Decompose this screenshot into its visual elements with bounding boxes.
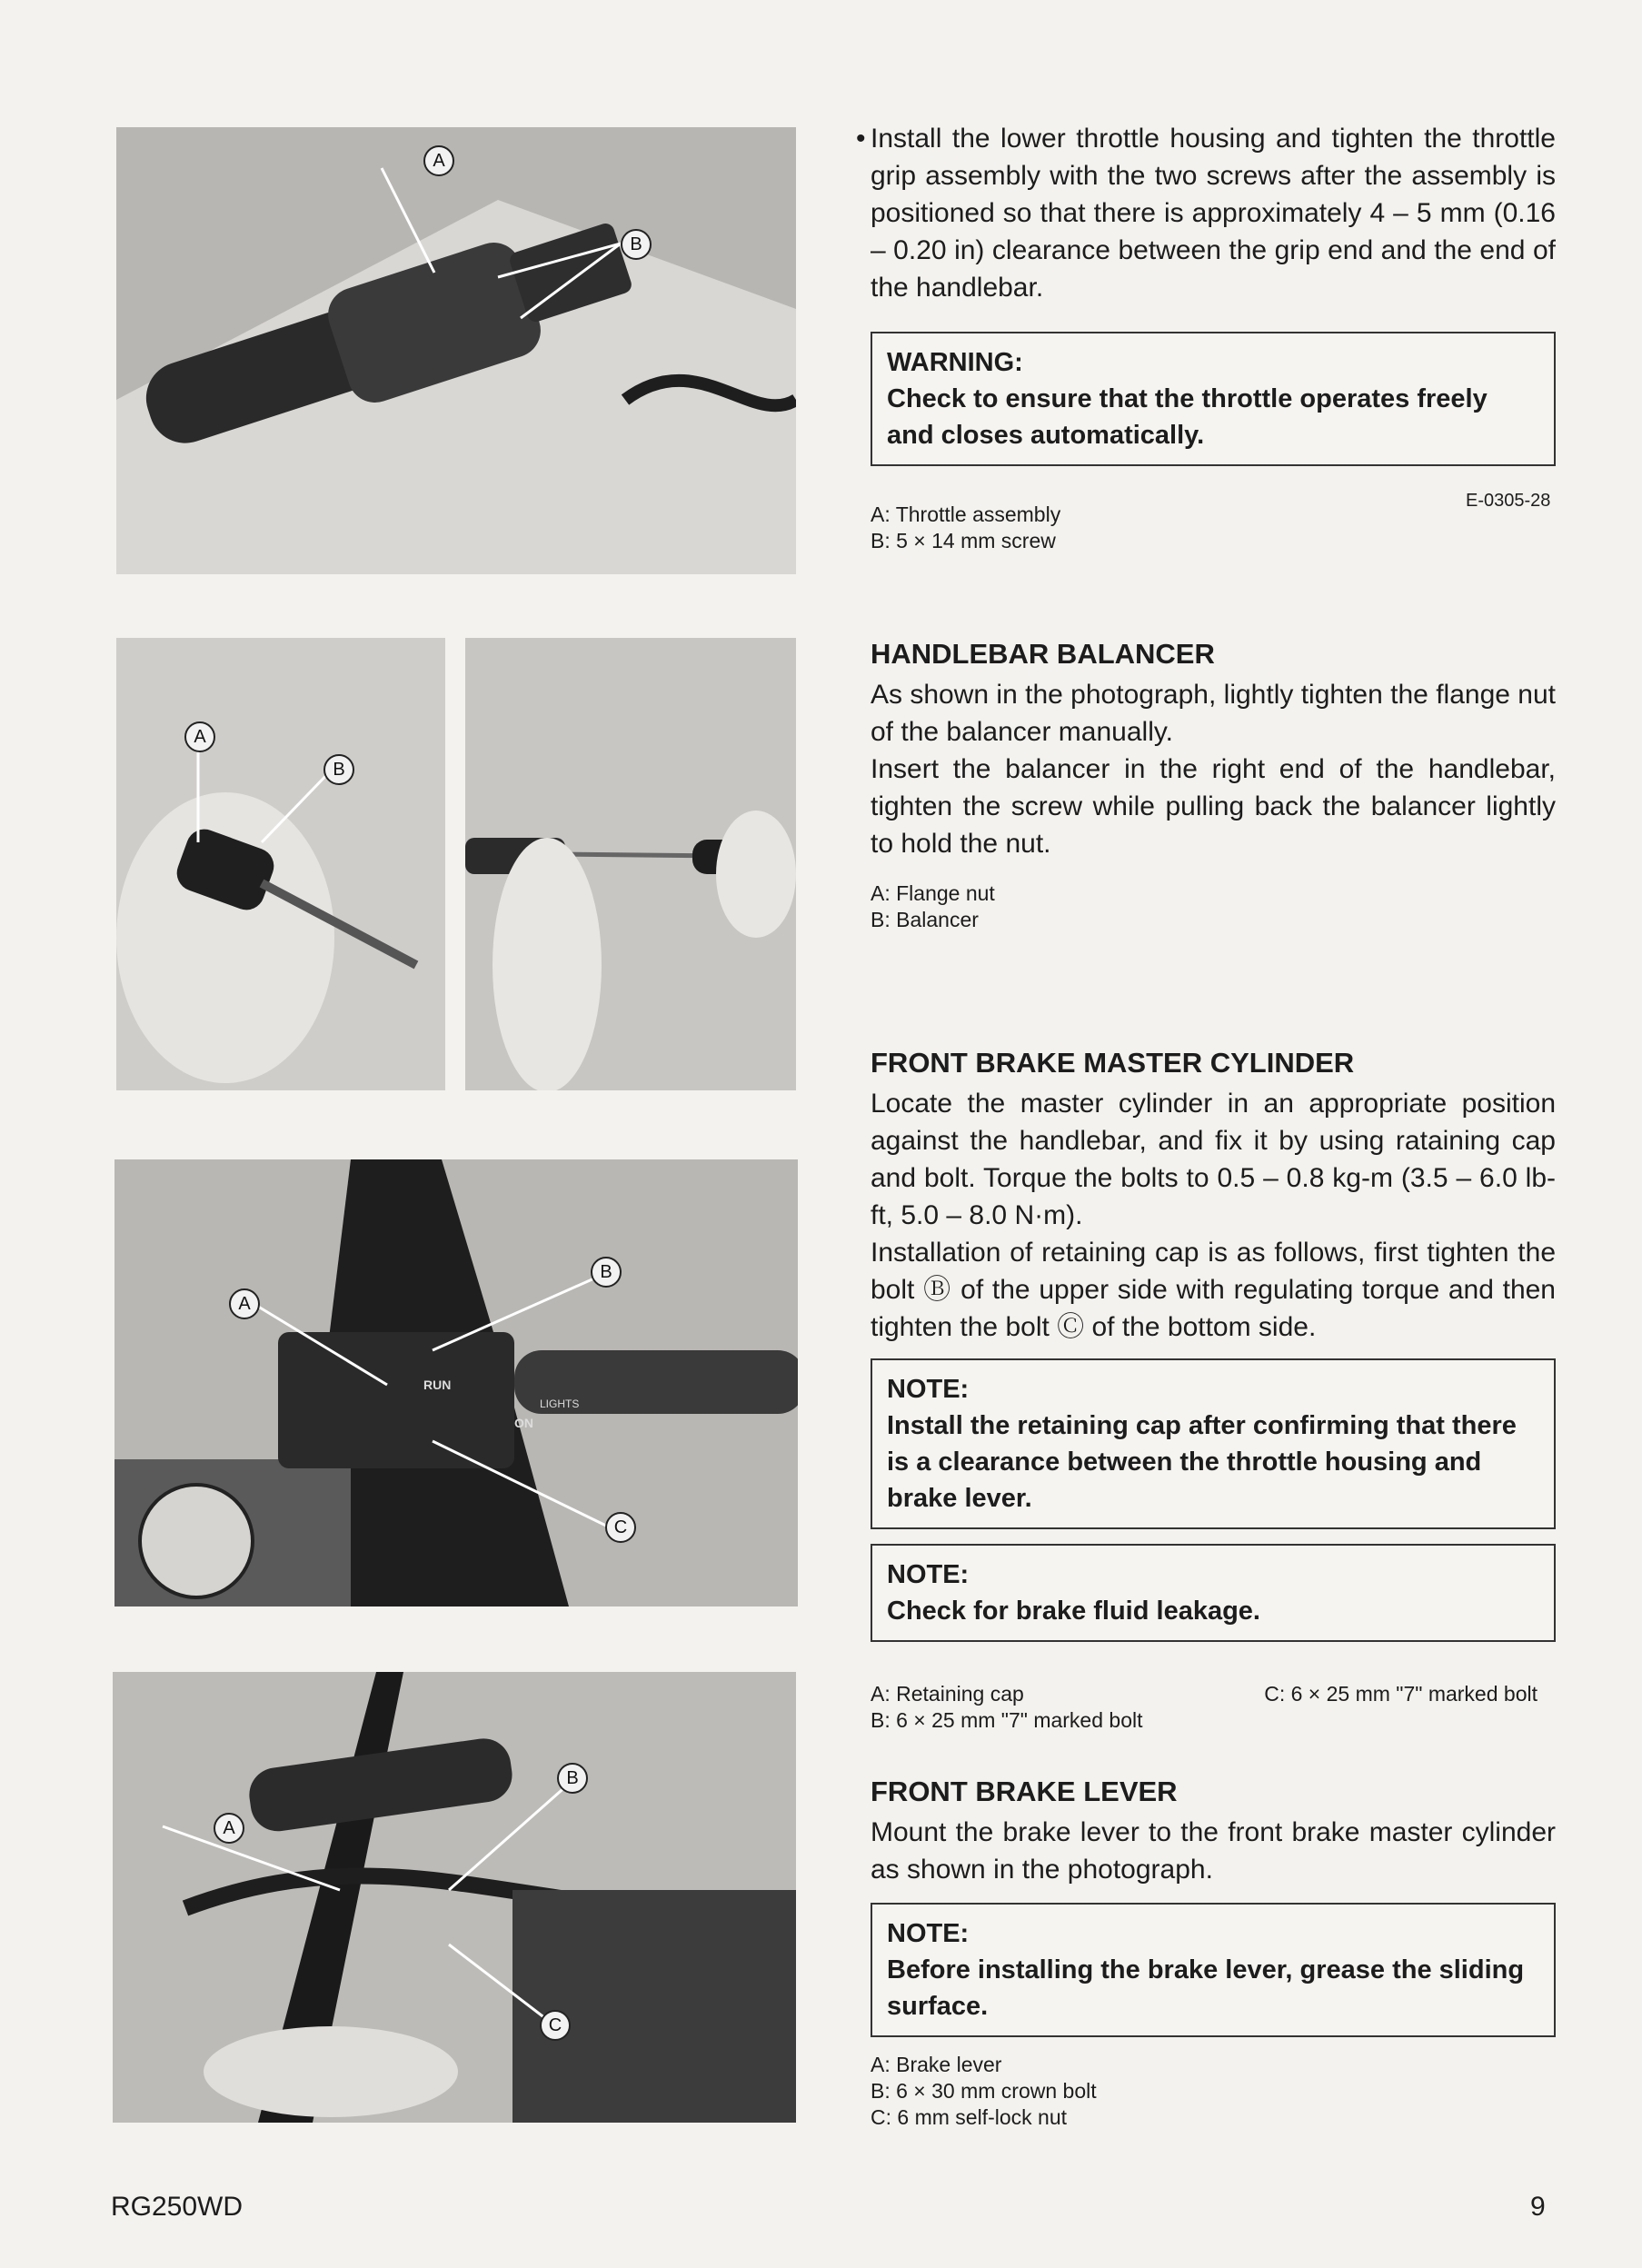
legend-item-c: C: 6 mm self-lock nut — [871, 2105, 1067, 2129]
balancer-text-1: As shown in the photograph, lightly tighten the flange nut of the balancer manually. — [871, 680, 1556, 747]
callout-b: B — [557, 1763, 588, 1794]
legend-item-a: A: Brake lever — [871, 2053, 1002, 2076]
legend-item-b: B: 6 × 30 mm crown bolt — [871, 2079, 1097, 2103]
legend-item-a: A: Retaining cap — [871, 1682, 1024, 1706]
photo-brake-lever-drawing — [113, 1672, 796, 2123]
legend-master-cylinder — [871, 1681, 1556, 1734]
section-handlebar-balancer — [871, 636, 1556, 933]
note-title: NOTE: — [887, 1919, 970, 1948]
photo-balancer-insertion — [465, 638, 796, 1090]
balancer-text-2: Insert the balancer in the right end of the handlebar, tighten the screw while pulling back the balancer lightly to hold the nut. — [871, 754, 1556, 859]
note-text: Before installing the brake lever, grease the sliding surface. — [887, 1955, 1525, 2021]
callout-b: B — [591, 1257, 622, 1288]
photo-balancer-flange-nut — [116, 638, 445, 1090]
master-cylinder-text-2: Installation of retaining cap is as follows, first tighten the bolt Ⓑ of the upper side with regulating torque and then tighten the bolt Ⓒ of the bottom side. — [871, 1238, 1556, 1342]
heading-master-cylinder: FRONT BRAKE MASTER CYLINDER — [871, 1047, 1355, 1079]
note-box-retaining-cap — [871, 1358, 1556, 1529]
note-text: Check for brake fluid leakage. — [887, 1597, 1260, 1626]
footer-model: RG250WD — [111, 2192, 244, 2222]
legend-item-c: C: 6 × 25 mm "7" marked bolt — [1264, 1682, 1538, 1706]
switch-label-run: RUN — [423, 1378, 452, 1392]
switch-label-on: ON — [514, 1416, 533, 1430]
throttle-install-text: Install the lower throttle housing and tighten the throttle grip assembly with the two screws after the assembly is positioned so that there is approximately 4 – 5 mm (0.16 – 0.20 in) clearance between the grip end and the end of the handlebar. — [871, 124, 1556, 303]
legend-item-b: B: 5 × 14 mm screw — [871, 529, 1056, 552]
legend-item-a: A: Throttle assembly — [871, 502, 1061, 526]
legend-item-b: B: 6 × 25 mm "7" marked bolt — [871, 1708, 1143, 1732]
note-box-brake-fluid — [871, 1544, 1556, 1642]
figure-code: E-0305-28 — [1466, 491, 1551, 511]
photo-brake-lever — [113, 1672, 796, 2123]
bullet-marker: • — [856, 124, 866, 154]
throttle-install-paragraph — [856, 120, 1556, 306]
brake-lever-text: Mount the brake lever to the front brake master cylinder as shown in the photograph. — [871, 1817, 1556, 1885]
section-brake-lever — [871, 1774, 1556, 2131]
note-title: NOTE: — [887, 1375, 970, 1404]
warning-box — [871, 332, 1556, 466]
callout-c: C — [605, 1512, 636, 1543]
heading-handlebar-balancer: HANDLEBAR BALANCER — [871, 638, 1215, 670]
page-number: 9 — [1530, 2192, 1546, 2222]
section-throttle-install — [856, 120, 1556, 466]
switch-label-lights: LIGHTS — [540, 1398, 580, 1410]
legend-item-a: A: Flange nut — [871, 881, 995, 905]
note-title: NOTE: — [887, 1560, 970, 1589]
warning-text: Check to ensure that the throttle operates freely and closes automatically. — [887, 384, 1488, 450]
callout-a: A — [423, 145, 454, 176]
legend-throttle — [871, 502, 1556, 554]
photo-throttle-assembly — [116, 127, 796, 574]
callout-a: A — [214, 1813, 244, 1844]
callout-c: C — [540, 2010, 571, 2041]
callout-a: A — [229, 1288, 260, 1319]
section-master-cylinder — [871, 1045, 1556, 1642]
photo-balancer-drawing-left — [116, 638, 445, 1090]
callout-b: B — [323, 754, 354, 785]
callout-b: B — [621, 229, 652, 260]
master-cylinder-text-1: Locate the master cylinder in an appropriate position against the handlebar, and fix it by using rataining cap and bolt. Torque the bolts to 0.5 – 0.8 kg-m (3.5 – 6.0 lb-ft, 5.0 – 8.0 N·m). — [871, 1089, 1556, 1230]
heading-brake-lever: FRONT BRAKE LEVER — [871, 1776, 1178, 1807]
note-text: Install the retaining cap after confirming that there is a clearance between the throttle housing and brake lever. — [887, 1411, 1517, 1513]
note-box-grease — [871, 1903, 1556, 2037]
photo-master-cylinder — [114, 1159, 798, 1606]
photo-balancer-drawing-right — [465, 638, 796, 1090]
photo-throttle-drawing — [116, 127, 796, 574]
photo-master-cylinder-drawing — [114, 1159, 798, 1606]
warning-title: WARNING: — [887, 348, 1023, 377]
legend-item-b: B: Balancer — [871, 908, 979, 931]
callout-a: A — [184, 721, 215, 752]
